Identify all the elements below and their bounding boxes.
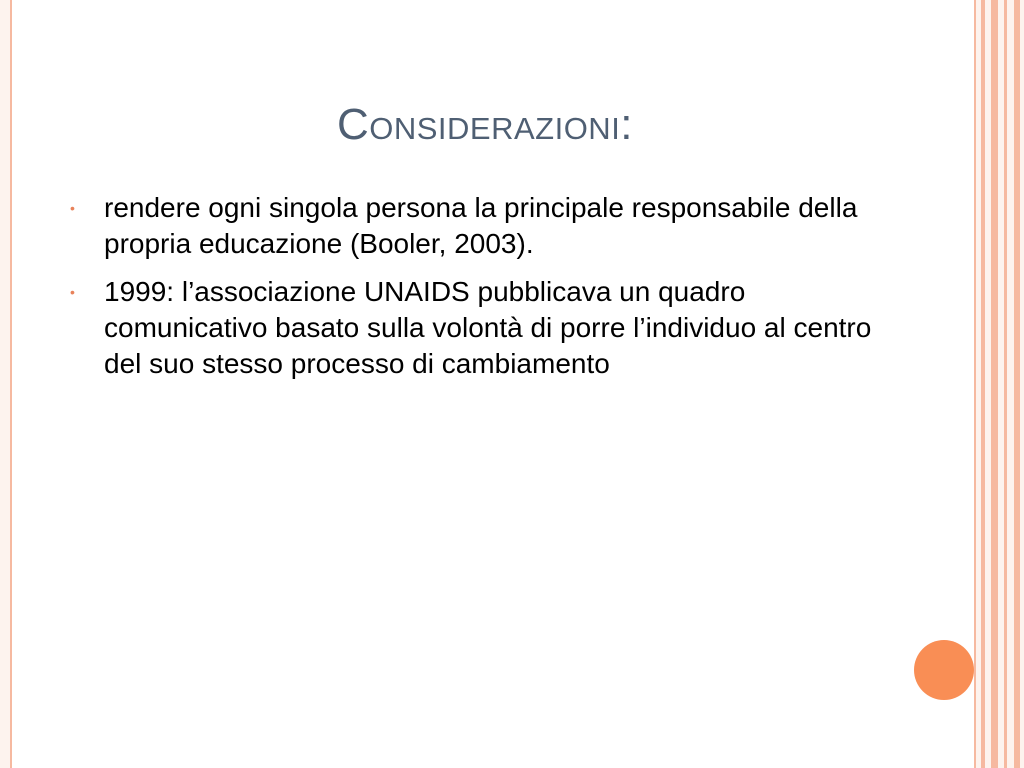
slide-canvas [10,0,976,768]
bullet-dot-icon: • [70,284,75,300]
bullet-text: rendere ogni singola persona la principale responsabile della propria educazione (Booler, 2003). [104,192,858,259]
decorative-stripe [1004,0,1007,768]
bullet-text: 1999: l’associazione UNAIDS pubblicava un quadro comunicativo basato sulla volontà di porre l’individuo al centro del suo stesso processo di cambiamento [104,276,872,379]
bullet-list [70,190,910,394]
decorative-stripe [991,0,998,768]
accent-circle-icon [914,640,974,700]
slide-title: Considerazioni: [336,100,634,149]
bullet-dot-icon: • [70,200,75,216]
bullet-item [70,190,910,262]
bullet-item [70,274,910,382]
decorative-stripe [981,0,985,768]
decorative-stripe [1014,0,1020,768]
